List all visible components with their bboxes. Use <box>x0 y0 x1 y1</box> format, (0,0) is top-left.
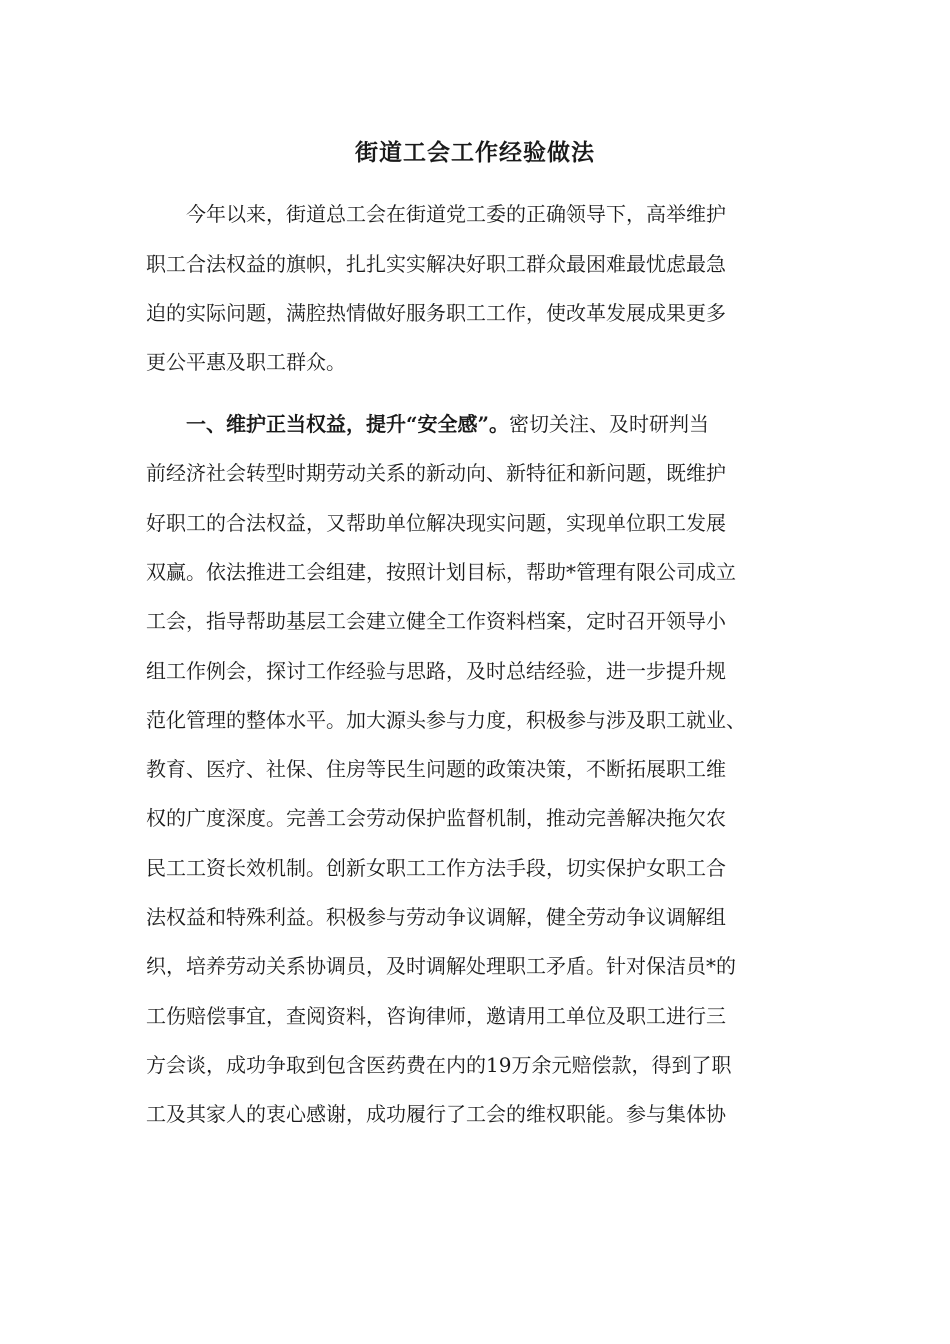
section-1-line: 法权益和特殊利益。积极参与劳动争议调解，健全劳动争议调解组 <box>146 905 726 929</box>
section-1-line: 好职工的合法权益，又帮助单位解决现实问题，实现单位职工发展 <box>146 511 726 535</box>
section-1-first-line-text: 密切关注、及时研判当 <box>509 412 710 436</box>
document-title: 街道工会工作经验做法 <box>355 139 595 166</box>
section-1-line: 工伤赔偿事宜，查阅资料，咨询律师，邀请用工单位及职工进行三 <box>146 1004 726 1028</box>
section-1-line: 织，培养劳动关系协调员，及时调解处理职工矛盾。针对保洁员*的 <box>146 954 736 978</box>
section-1-line: 范化管理的整体水平。加大源头参与力度，积极参与涉及职工就业、 <box>146 708 746 732</box>
section-1-first-line <box>186 409 709 439</box>
section-1-line: 方会谈，成功争取到包含医药费在内的19万余元赔偿款，得到了职 <box>146 1053 732 1077</box>
section-1-line: 民工工资长效机制。创新女职工工作方法手段，切实保护女职工合 <box>146 856 726 880</box>
intro-line: 迫的实际问题，满腔热情做好服务职工工作，使改革发展成果更多 <box>146 301 726 325</box>
intro-line: 今年以来，街道总工会在街道党工委的正确领导下，高举维护 <box>186 202 726 226</box>
section-1-line: 工会，指导帮助基层工会建立健全工作资料档案，定时召开领导小 <box>146 609 726 633</box>
section-1-line: 工及其家人的衷心感谢，成功履行了工会的维权职能。参与集体协 <box>146 1102 726 1126</box>
section-1-line: 权的广度深度。完善工会劳动保护监督机制，推动完善解决拖欠农 <box>146 806 726 830</box>
intro-line: 更公平惠及职工群众。 <box>146 350 346 374</box>
section-1-line: 教育、医疗、社保、住房等民生问题的政策决策，不断拓展职工维 <box>146 757 726 781</box>
section-1-line: 前经济社会转型时期劳动关系的新动向、新特征和新问题，既维护 <box>146 461 726 485</box>
intro-line: 职工合法权益的旗帜，扎扎实实解决好职工群众最困难最忧虑最急 <box>146 252 726 276</box>
section-1-line: 双赢。依法推进工会组建，按照计划目标，帮助*管理有限公司成立 <box>146 560 736 584</box>
section-1-line: 组工作例会，探讨工作经验与思路，及时总结经验，进一步提升规 <box>146 659 726 683</box>
section-1-heading: 一、维护正当权益，提升“安全感”。 <box>186 412 510 436</box>
